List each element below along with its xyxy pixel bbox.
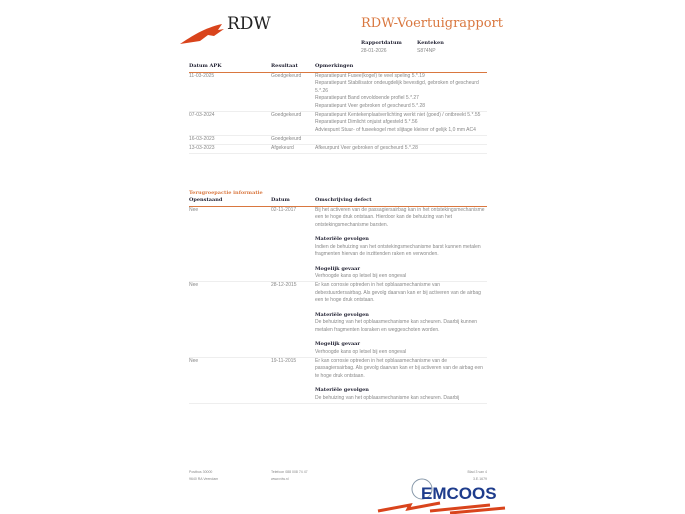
footer-address2: 9640 RA Veendam xyxy=(189,477,219,481)
license-plate-label: Kenteken xyxy=(417,40,444,46)
col-header: Opmerkingen xyxy=(315,63,487,72)
apk-date: 07-03-2024 xyxy=(189,111,271,135)
remark: Adviespunt Stuur- of fuseekogel met slijtage kleiner of gelijk 1,0 mm AC4 xyxy=(315,126,476,133)
recall-description xyxy=(315,282,487,358)
consequences-label: Materiële gevolgen xyxy=(315,236,369,242)
apk-result: Afgekeurd xyxy=(271,144,315,153)
remark: Reparatiepunt Stabilisator ondeugdelijk bevestigd, gebroken of gescheurd 5.*.26 xyxy=(315,80,479,94)
recall-date: 19-11-2015 xyxy=(271,357,315,403)
apk-remarks xyxy=(315,144,487,153)
recall-description xyxy=(315,206,487,282)
danger: Verhoogde kans op letsel bij een ongeval xyxy=(315,348,407,355)
apk-date: 13-03-2023 xyxy=(189,144,271,153)
table-row xyxy=(189,357,487,403)
remark: Reparatiepunt Kentekenplaatverlichting werkt niet (goed) / ontbreekt 5.*.55 xyxy=(315,111,481,118)
table-row xyxy=(189,144,487,153)
report-date: 28-01-2026 xyxy=(361,48,387,54)
remark: Reparatiepunt Band onvoldoende profiel 5.*.27 xyxy=(315,95,419,101)
danger-label: Mogelijk gevaar xyxy=(315,341,361,347)
table-row xyxy=(189,72,487,111)
recall-date: 02-11-2017 xyxy=(271,206,315,282)
emcoos-watermark: EMCOOS xyxy=(421,484,497,503)
consequences-label: Materiële gevolgen xyxy=(315,387,369,393)
table-row xyxy=(189,135,487,144)
footer-code: 3.E.1679 xyxy=(472,477,487,481)
remark: Reparatiepunt Fusee(kogel) te veel speling 5.*.19 xyxy=(315,72,425,79)
table-row xyxy=(189,206,487,282)
consequences: Indien de behuizing van het ontstekingsmechanisme barst kunnen metalen fragmenten hiervan de inzittenden raken en verwonden. xyxy=(315,243,481,257)
apk-date: 16-03-2023 xyxy=(189,135,271,144)
rdw-logo-text: RDW xyxy=(227,14,271,34)
apk-remarks xyxy=(315,72,487,111)
license-plate: S874NP xyxy=(417,48,436,54)
footer-phone: Telefoon 088 008 74 47 xyxy=(271,470,308,474)
danger: Verhoogde kans op letsel bij een ongeval xyxy=(315,273,407,279)
defect-description: Er kan corrosie optreden in het opblaasmechanisme van de passagiersairbag. Als gevolg daarvan kan er bij activeren van de airbag een te hoge druk ontstaan. xyxy=(315,357,483,379)
col-header: Datum xyxy=(271,197,315,206)
recall-date: 28-12-2015 xyxy=(271,282,315,358)
rdw-logo-icon xyxy=(178,20,228,46)
apk-table xyxy=(189,63,487,154)
defect-description: Bij het activeren van de passagiersairbag kan in het ontstekingsmechanisme een te hoge druk ontstaan. Hierdoor kan de behuizing van het ontstekingsmechanisme barsten. xyxy=(315,206,485,228)
table-row xyxy=(189,282,487,358)
page-number: Blad 3 van 4 xyxy=(467,470,487,474)
recall-table xyxy=(189,197,487,404)
recall-open: Nee xyxy=(189,357,271,403)
footer-address1: Postbus 30000 xyxy=(189,470,213,474)
col-header: Openstaand xyxy=(189,197,271,206)
remark: Afkeurpunt Veer gebroken of gescheurd 5.*.28 xyxy=(315,144,418,151)
consequences-label: Materiële gevolgen xyxy=(315,311,369,318)
col-header: Omschrijving defect xyxy=(315,197,487,206)
apk-remarks xyxy=(315,111,487,135)
apk-result: Goedgekeurd xyxy=(271,135,315,144)
recall-description xyxy=(315,357,487,403)
report-date-label: Rapportdatum xyxy=(361,40,402,46)
report-title: RDW-Voertuigrapport xyxy=(361,16,503,31)
recall-open: Nee xyxy=(189,282,271,358)
remark: Reparatiepunt Dimlicht onjuist afgesteld 5.*.56 xyxy=(315,119,418,125)
remark: Reparatiepunt Veer gebroken of gescheurd 5.*.28 xyxy=(315,102,426,109)
danger-label: Mogelijk gevaar xyxy=(315,265,361,272)
recall-open: Nee xyxy=(189,206,271,282)
table-row xyxy=(189,111,487,135)
consequences: De behuizing van het opblaasmechanisme kan scheuren. Daarbij kunnen metalen fragmenten losraken en weggeschoten worden. xyxy=(315,319,478,333)
apk-result: Goedgekeurd xyxy=(271,111,315,135)
recall-section-title: Terugroepactie informatie xyxy=(189,190,263,196)
apk-result: Goedgekeurd xyxy=(271,72,315,111)
consequences: De behuizing van het opblaasmechanisme kan scheuren. Daarbij xyxy=(315,394,460,401)
defect-description: Er kan corrosie optreden in het opblaasmechanisme van debestuurdersairbag. Als gevolg daarvan kan er bij activeren van de airbag een te hoge druk ontstaan. xyxy=(315,282,481,303)
col-header: Datum APK xyxy=(189,63,271,72)
col-header: Resultaat xyxy=(271,63,315,72)
apk-remarks xyxy=(315,135,487,144)
footer-web[interactable]: www.rdw.nl xyxy=(271,477,289,481)
apk-date: 11-03-2025 xyxy=(189,72,271,111)
